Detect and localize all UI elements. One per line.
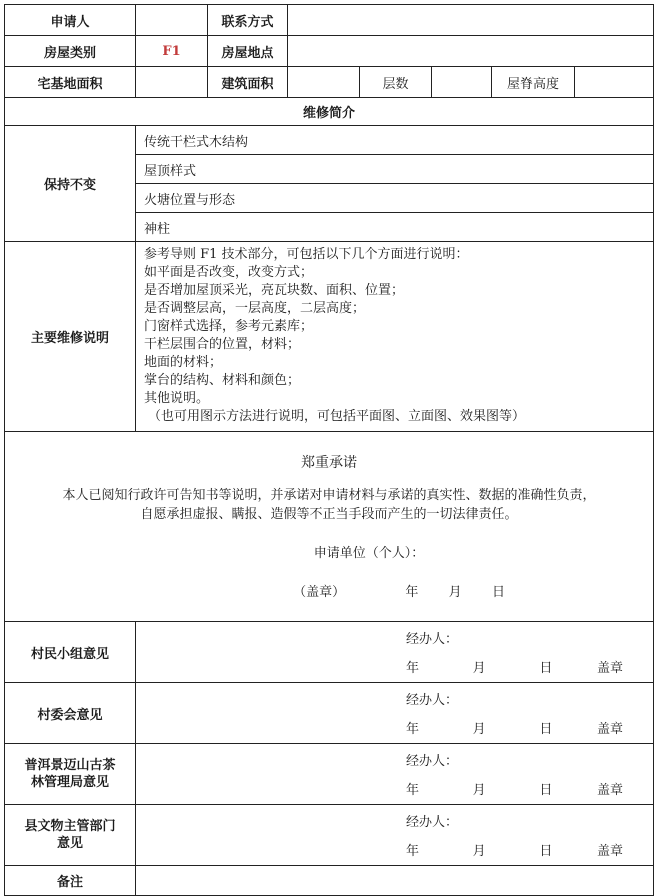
month-label: 月 — [472, 783, 486, 798]
seal-label: 盖章 — [597, 844, 624, 859]
keep-item: 屋顶样式 — [136, 155, 654, 184]
note-line: （也可用图示方法进行说明，可包括平面图、立面图、效果图等） — [148, 409, 526, 424]
house-location-field[interactable] — [288, 36, 654, 67]
main-repair-notes[interactable] — [136, 242, 654, 432]
floors-field[interactable] — [432, 67, 492, 98]
pledge-text-line1: 本人已阅知行政许可告知书等说明，并承诺对申请材料与承诺的真实性、数据的准确性负责， — [62, 488, 596, 503]
year-label: 年 — [406, 661, 420, 676]
month-label: 月 — [472, 661, 486, 676]
date-labels — [406, 840, 606, 859]
house-location-label: 房屋地点 — [208, 36, 288, 67]
date-labels — [406, 718, 606, 737]
keep-item: 火塘位置与形态 — [136, 184, 654, 213]
note-line: 地面的材料； — [144, 355, 223, 370]
seal-label: 盖章 — [597, 783, 624, 798]
pledge-section — [5, 432, 654, 622]
note-line: 是否增加屋顶采光，亮瓦块数、面积、位置； — [144, 283, 405, 298]
handler-label: 经办人： — [406, 815, 459, 830]
note-line: 如平面是否改变，改变方式； — [144, 265, 314, 280]
homestead-area-field[interactable] — [136, 67, 208, 98]
month-label: 月 — [472, 844, 486, 859]
opinion-field-cultural-relics[interactable] — [136, 805, 654, 866]
label-line: 意见 — [56, 836, 83, 851]
day-label: 日 — [491, 585, 505, 600]
month-label: 月 — [472, 722, 486, 737]
house-type-label: 房屋类别 — [5, 36, 136, 67]
keep-unchanged-label: 保持不变 — [5, 126, 136, 242]
ridge-height-label: 屋脊高度 — [492, 67, 575, 98]
building-area-label: 建筑面积 — [208, 67, 288, 98]
keep-item: 神柱 — [136, 213, 654, 242]
building-area-field[interactable] — [288, 67, 360, 98]
applicant-label: 申请人 — [5, 5, 136, 36]
pledge-stamp-date — [5, 581, 653, 600]
opinion-label-cultural-relics — [5, 805, 136, 866]
handler-label: 经办人： — [406, 754, 459, 769]
day-label: 日 — [539, 722, 553, 737]
note-line: 门窗样式选择，参考元素库； — [144, 319, 314, 334]
pledge-text-line2: 自愿承担虚报、瞒报、造假等不正当手段而产生的一切法律责任。 — [140, 507, 518, 522]
day-label: 日 — [539, 783, 553, 798]
date-labels — [406, 779, 606, 798]
day-label: 日 — [539, 844, 553, 859]
opinion-field-tea-forest-bureau[interactable] — [136, 744, 654, 805]
stamp-label: （盖章） — [293, 585, 346, 600]
homestead-area-label: 宅基地面积 — [5, 67, 136, 98]
pledge-title: 郑重承诺 — [301, 455, 358, 471]
year-label: 年 — [406, 844, 420, 859]
opinion-field-village-committee[interactable] — [136, 683, 654, 744]
opinion-label-tea-forest-bureau — [5, 744, 136, 805]
note-line: 参考导则 F1 技术部分，可包括以下几个方面进行说明： — [144, 247, 469, 262]
applicant-unit-label: 申请单位（个人）： — [313, 546, 425, 561]
keep-item: 传统干栏式木结构 — [136, 126, 654, 155]
label-line: 县文物主管部门 — [24, 819, 116, 834]
note-line: 是否调整层高，一层高度，二层高度； — [144, 301, 366, 316]
label-line: 普洱景迈山古茶 — [24, 758, 116, 773]
note-line: 掌台的结构、材料和颜色； — [144, 373, 301, 388]
handler-label: 经办人： — [406, 632, 459, 647]
main-repair-label: 主要维修说明 — [5, 242, 136, 432]
handler-label: 经办人： — [406, 693, 459, 708]
application-form — [4, 4, 653, 890]
contact-label: 联系方式 — [208, 5, 288, 36]
seal-label: 盖章 — [597, 661, 624, 676]
opinion-label-village-committee: 村委会意见 — [5, 683, 136, 744]
opinion-field-village-group[interactable] — [136, 622, 654, 683]
month-label: 月 — [448, 585, 462, 600]
year-label: 年 — [406, 722, 420, 737]
opinion-label-village-group: 村民小组意见 — [5, 622, 136, 683]
applicant-field[interactable] — [136, 5, 208, 36]
label-line: 林管理局意见 — [30, 775, 109, 790]
year-label: 年 — [406, 783, 420, 798]
ridge-height-field[interactable] — [575, 67, 654, 98]
remarks-field[interactable] — [136, 866, 654, 896]
year-label: 年 — [405, 585, 419, 600]
day-label: 日 — [539, 661, 553, 676]
note-line: 干栏层围合的位置，材料； — [144, 337, 301, 352]
house-type-value[interactable]: F1 — [136, 36, 208, 67]
floors-label: 层数 — [360, 67, 432, 98]
repair-intro-title: 维修简介 — [5, 98, 654, 126]
contact-field[interactable] — [288, 5, 654, 36]
note-line: 其他说明。 — [144, 391, 210, 406]
date-labels — [406, 657, 606, 676]
seal-label: 盖章 — [597, 722, 624, 737]
form-table — [4, 4, 654, 896]
remarks-label: 备注 — [5, 866, 136, 896]
